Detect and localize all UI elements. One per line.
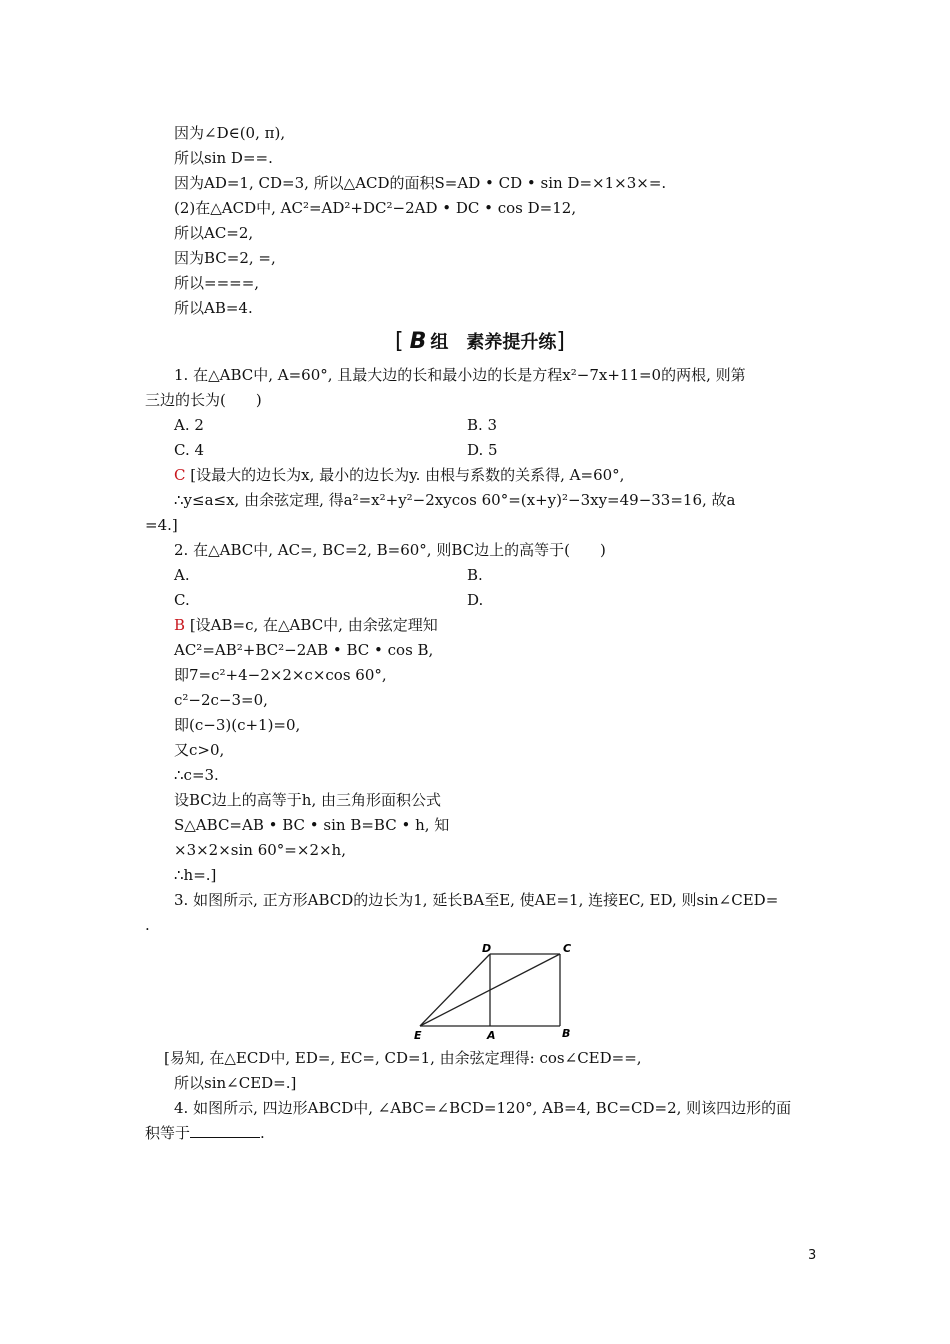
heading-text: 组 素养提升练 bbox=[430, 332, 557, 353]
q1-option-c: C. 4 bbox=[174, 441, 205, 459]
q4-stem: 4. 如图所示, 四边形ABCD中, ∠ABC=∠BCD=120°, AB=4, BC=CD=2, 则该四边形的面 bbox=[174, 1099, 792, 1117]
section-heading bbox=[395, 329, 565, 356]
q1-option-d: D. 5 bbox=[467, 441, 498, 459]
heading-close-bracket: ] bbox=[556, 329, 565, 354]
text-line: 即7=c²+4−2×2×c×cos 60°, bbox=[174, 666, 387, 684]
q2-option-a: A. bbox=[174, 566, 190, 584]
q2-explanation-text: [设AB=c, 在△ABC中, 由余弦定理知 bbox=[189, 616, 438, 634]
text-line: =4.] bbox=[145, 516, 178, 534]
q2-option-d: D. bbox=[467, 591, 484, 609]
q1-option-a: A. 2 bbox=[174, 416, 204, 434]
q2-explanation bbox=[174, 615, 438, 635]
text-line: 所以sin∠CED=.] bbox=[174, 1074, 297, 1092]
text-line: c²−2c−3=0, bbox=[174, 691, 268, 709]
square-figure bbox=[410, 940, 580, 1045]
heading-open-bracket: [ bbox=[395, 329, 404, 354]
text-line: 所以sin D==. bbox=[174, 149, 273, 167]
q3-stem-cont: . bbox=[145, 916, 150, 934]
q1-option-b: B. 3 bbox=[467, 416, 498, 434]
text-line: ∴y≤a≤x, 由余弦定理, 得a²=x²+y²−2xycos 60°=(x+y)²−3xy=49−33=16, 故a bbox=[174, 491, 736, 509]
figure-label-e: E bbox=[414, 1029, 422, 1042]
text-line: 因为BC=2, =, bbox=[174, 249, 276, 267]
q4-stem-cont bbox=[145, 1123, 265, 1143]
text-line: ∴h=.] bbox=[174, 866, 217, 884]
q1-explanation-text: [设最大的边长为x, 最小的边长为y. 由根与系数的关系得, A=60°, bbox=[190, 466, 625, 484]
figure-edge-ed bbox=[420, 954, 490, 1026]
text-line: ∴c=3. bbox=[174, 766, 219, 784]
figure-label-a: A bbox=[487, 1029, 496, 1042]
q4-stem-text: 积等于 bbox=[145, 1124, 191, 1142]
text-line: 所以====, bbox=[174, 274, 260, 292]
q1-answer: C bbox=[174, 466, 186, 484]
text-line: AC²=AB²+BC²−2AB • BC • cos B, bbox=[174, 641, 434, 659]
q2-option-c: C. bbox=[174, 591, 190, 609]
q3-stem: 3. 如图所示, 正方形ABCD的边长为1, 延长BA至E, 使AE=1, 连接EC, ED, 则sin∠CED= bbox=[174, 891, 779, 909]
q2-answer: B bbox=[174, 616, 186, 634]
heading-letter: B bbox=[409, 329, 427, 354]
text-line: 设BC边上的高等于h, 由三角形面积公式 bbox=[174, 791, 441, 809]
text-line: 所以AB=4. bbox=[174, 299, 253, 317]
q1-stem: 1. 在△ABC中, A=60°, 且最大边的长和最小边的长是方程x²−7x+11=0的两根, 则第 bbox=[174, 366, 746, 384]
figure-label-b: B bbox=[562, 1027, 571, 1040]
answer-blank[interactable] bbox=[190, 1123, 260, 1138]
text-line: 又c>0, bbox=[174, 741, 225, 759]
text-line: S△ABC=AB • BC • sin B=BC • h, 知 bbox=[174, 816, 450, 834]
q1-stem-cont: 三边的长为( ) bbox=[145, 391, 262, 409]
text-line: 所以AC=2, bbox=[174, 224, 254, 242]
figure-label-c: C bbox=[563, 942, 572, 955]
q2-option-b: B. bbox=[467, 566, 483, 584]
q4-stem-end: . bbox=[260, 1124, 265, 1142]
text-line: (2)在△ACD中, AC²=AD²+DC²−2AD • DC • cos D=12, bbox=[174, 199, 577, 217]
figure-label-d: D bbox=[482, 942, 492, 955]
q3-explanation: [易知, 在△ECD中, ED=, EC=, CD=1, 由余弦定理得: cos∠CED==, bbox=[164, 1049, 642, 1067]
text-line: ×3×2×sin 60°=×2×h, bbox=[174, 841, 346, 859]
text-line: 因为AD=1, CD=3, 所以△ACD的面积S=AD • CD • sin D=×1×3×=. bbox=[174, 174, 667, 192]
page-number: 3 bbox=[808, 1248, 817, 1263]
text-line: 即(c−3)(c+1)=0, bbox=[174, 716, 301, 734]
q2-stem: 2. 在△ABC中, AC=, BC=2, B=60°, 则BC边上的高等于( ) bbox=[174, 541, 606, 559]
text-line: 因为∠D∈(0, π), bbox=[174, 124, 286, 142]
q1-explanation bbox=[174, 465, 624, 485]
